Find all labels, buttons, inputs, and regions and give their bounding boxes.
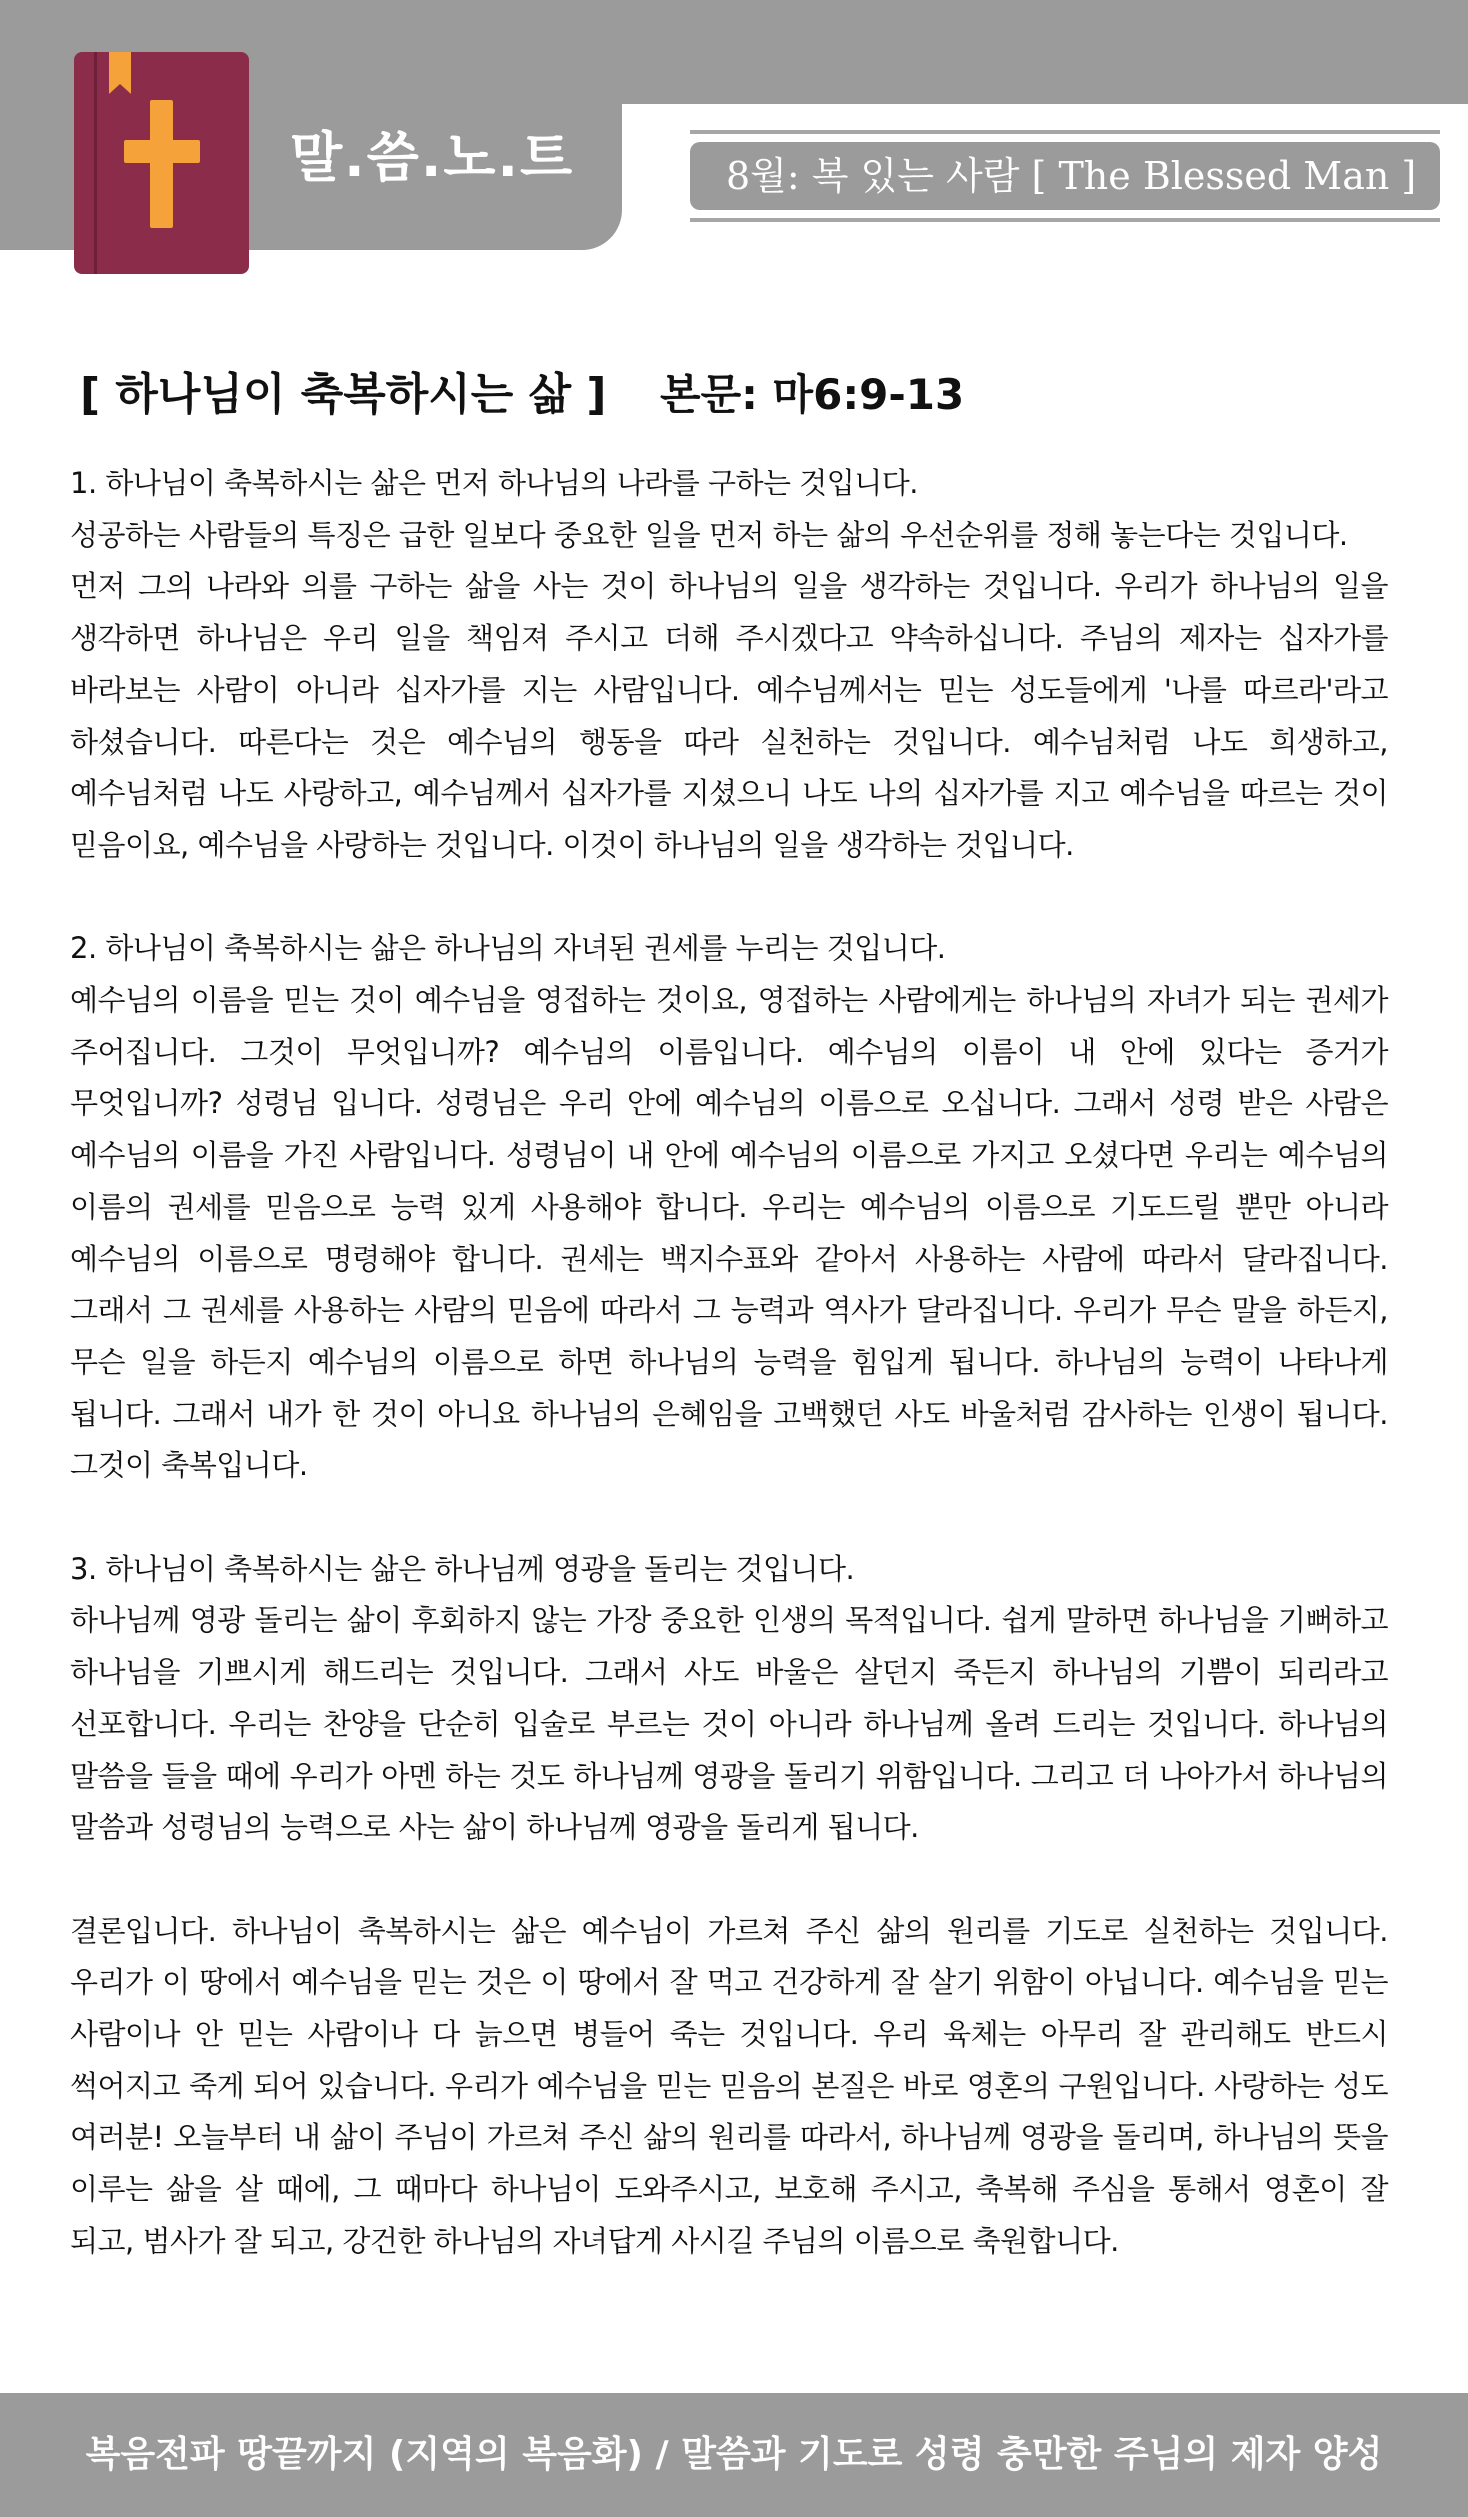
- point-heading-2: 2. 하나님이 축복하시는 삶은 하나님의 자녀된 권세를 누리는 것입니다.: [70, 931, 946, 966]
- footer-motto: 복음전파 땅끝까지 (지역의 복음화) / 말씀과 기도로 성령 충만한 주님의 제자 양성: [85, 2434, 1383, 2475]
- point-heading-3: 3. 하나님이 축복하시는 삶은 하나님께 영광을 돌리는 것입니다.: [70, 1551, 855, 1586]
- series-rule-bottom: [690, 218, 1440, 222]
- scripture-reference: 본문: 마6:9-13: [660, 370, 965, 419]
- sermon-body: [70, 458, 1388, 2268]
- point-heading-1: 1. 하나님이 축복하시는 삶은 먼저 하나님의 나라를 구하는 것입니다.: [70, 466, 919, 500]
- paragraph: 성공하는 사람들의 특징은 급한 일보다 중요한 일을 먼저 하는 삶의 우선순위를 정해 놓는다는 것입니다.: [70, 517, 1348, 552]
- paragraph-gap: [70, 1492, 1388, 1544]
- series-rule-top: [690, 130, 1440, 134]
- brand-title: 말.씀.노.트: [290, 126, 575, 189]
- paragraph: 예수님의 이름을 믿는 것이 예수님을 영접하는 것이요, 영접하는 사람에게는 하나님의 자녀가 되는 권세가 주어집니다. 그것이 무엇입니까? 예수님의 이름입니다. 예수님의 이름이 내 안에 있다는 증거가 무엇입니까? 성령님 입니다. 성령님은 우리 안에 예수님의 이름으로 오십니다. 그래서 성령 받은 사람은 예수님의 이름을 가진 사람입니다. 성령님이 내 안에 예수님의 이름으로 가지고 오셨다면 우리는 예수님의 이름의 권세를 믿음으로 능력 있게 사용해야 합니다. 우리는 예수님의 이름으로 기도드릴 뿐만 아니라 예수님의 이름으로 명령해야 합니다. 권세는 백지수표와 같아서 사용하는 사람에 따라서 달라집니다. 그래서 그 권세를 사용하는 사람의 믿음에 따라서 그 능력과 역사가 달라집니다. 우리가 무슨 말을 하든지, 무슨 일을 하든지 예수님의 이름으로 하면 하나님의 능력을 힘입게 됩니다. 하나님의 능력이 나타나게 됩니다. 그래서 내가 한 것이 아니요 하나님의 은혜임을 고백했던 사도 바울처럼 감사하는 인생이 됩니다. 그것이 축복입니다.: [70, 983, 1388, 1483]
- paragraph-gap: [70, 872, 1388, 924]
- paragraph: 먼저 그의 나라와 의를 구하는 삶을 사는 것이 하나님의 일을 생각하는 것입니다. 우리가 하나님의 일을 생각하면 하나님은 우리 일을 책임져 주시고 더해 주시겠다고 약속하십니다. 주님의 제자는 십자가를 바라보는 사람이 아니라 십자가를 지는 사람입니다. 예수님께서는 믿는 성도들에게 '나를 따르라'라고 하셨습니다. 따른다는 것은 예수님의 행동을 따라 실천하는 것입니다. 예수님처럼 나도 희생하고, 예수님처럼 나도 사랑하고, 예수님께서 십자가를 지셨으니 나도 나의 십자가를 지고 예수님을 따르는 것이 믿음이요, 예수님을 사랑하는 것입니다. 이것이 하나님의 일을 생각하는 것입니다.: [70, 569, 1388, 862]
- paragraph-gap: [70, 1854, 1388, 1906]
- conclusion-paragraph: 결론입니다. 하나님이 축복하시는 삶은 예수님이 가르쳐 주신 삶의 원리를 기도로 실천하는 것입니다. 우리가 이 땅에서 예수님을 믿는 것은 이 땅에서 잘 먹고 건강하게 잘 살기 위함이 아닙니다. 예수님을 믿는 사람이나 안 믿는 사람이나 다 늙으면 병들어 죽는 것입니다. 우리 육체는 아무리 잘 관리해도 반드시 썩어지고 죽게 되어 있습니다. 우리가 예수님을 믿는 믿음의 본질은 바로 영혼의 구원입니다. 사랑하는 성도 여러분! 오늘부터 내 삶이 주님이 가르쳐 주신 삶의 원리를 따라서, 하나님께 영광을 돌리며, 하나님의 뜻을 이루는 삶을 살 때에, 그 때마다 하나님이 도와주시고, 보호해 주시고, 축복해 주심을 통해서 영혼이 잘 되고, 범사가 잘 되고, 강건한 하나님의 자녀답게 사시길 주님의 이름으로 축원합니다.: [70, 1913, 1388, 2258]
- bible-icon: [74, 52, 249, 274]
- sermon-title: [ 하나님이 축복하시는 삶 ]: [80, 369, 607, 420]
- series-label: 8월: 복 있는 사람 [ The Blessed Man ]: [690, 142, 1440, 210]
- paragraph: 하나님께 영광 돌리는 삶이 후회하지 않는 가장 중요한 인생의 목적입니다. 쉽게 말하면 하나님을 기뻐하고 하나님을 기쁘시게 해드리는 것입니다. 그래서 사도 바울은 살던지 죽든지 하나님의 기쁨이 되리라고 선포합니다. 우리는 찬양을 단순히 입술로 부르는 것이 아니라 하나님께 올려 드리는 것입니다. 하나님의 말씀을 들을 때에 우리가 아멘 하는 것도 하나님께 영광을 돌리기 위함입니다. 그리고 더 나아가서 하나님의 말씀과 성령님의 능력으로 사는 삶이 하나님께 영광을 돌리게 됩니다.: [70, 1603, 1388, 1845]
- footer-band: [0, 2393, 1468, 2517]
